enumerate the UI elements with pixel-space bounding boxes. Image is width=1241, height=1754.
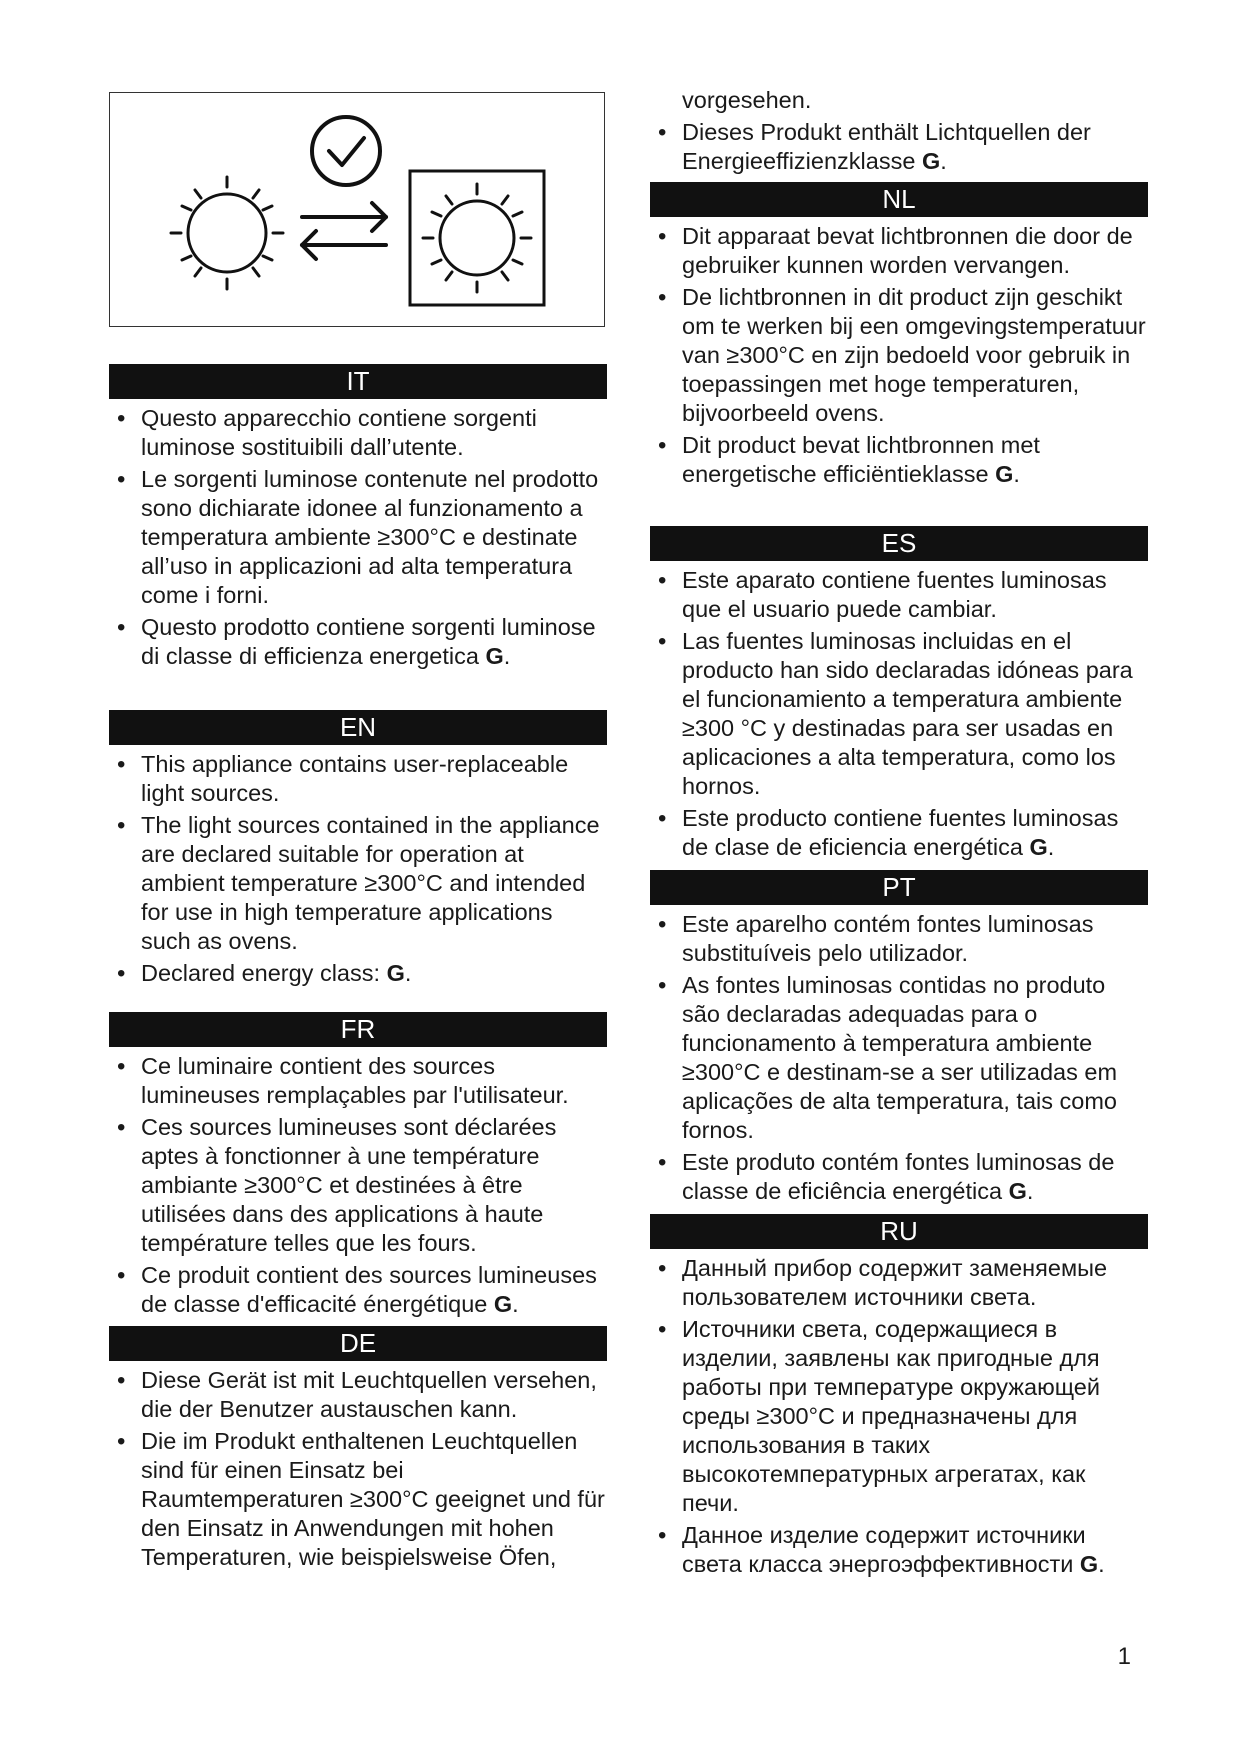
energy-class: G [386,960,405,986]
list-item: • Questo prodotto contiene sorgenti luminose di classe di efficienza energetica G. [109,613,607,671]
list-item: • Ce luminaire contient des sources lumineuses remplaçables par l'utilisateur. [109,1052,607,1110]
page-number: 1 [1117,1643,1131,1670]
replaceable-light-source-illustration [110,93,606,328]
section-header-ru: RU [650,1214,1148,1249]
section-list-it [109,404,607,674]
energy-class: G [493,1291,513,1317]
list-item: • Este producto contiene fuentes luminosas de clase de eficiencia energética G. [650,804,1148,862]
section-list-de [109,1366,607,1575]
list-item: • Dit product bevat lichtbronnen met energetische efficiëntieklasse G. [650,431,1148,489]
list-item: • Источники света, содержащиеся в изделии, заявлены как пригодные для работы при температуре окружающей среды ≥300°C и предназначены для использования в таких высокотемпературных агрегатах, как печи. [650,1315,1148,1518]
list-item: • De lichtbronnen in dit product zijn geschikt om te werken bij een omgevingstemperatuur van ≥300°C en zijn bedoeld voor gebruik in toepassingen met hoge temperaturen, bijvoorbeeld ovens. [650,283,1148,428]
energy-class: G [485,643,504,669]
list-item: • Ces sources lumineuses sont déclarées aptes à fonctionner à une température ambiante ≥300°C et destinées à être utilisées dans des applications à haute température telles que les fours. [109,1113,607,1258]
check-circle-icon [312,117,380,185]
list-item-continuation: vorgesehen. [682,87,812,113]
list-item: • Este aparato contiene fuentes luminosas que el usuario puede cambiar. [650,566,1148,624]
list-item: • Le sorgenti luminose contenute nel prodotto sono dichiarate idonee al funzionamento a temperatura ambiente ≥300°C e destinate all’uso in applicazioni ad alta temperatura come i forni. [109,465,607,610]
section-header-pt: PT [650,870,1148,905]
section-list-en [109,750,607,991]
list-item: • Ce produit contient des sources lumineuses de classe d'efficacité énergétique G. [109,1261,607,1319]
section-header-en: EN [109,710,607,745]
list-item: • Questo apparecchio contiene sorgenti luminose sostituibili dall’utente. [109,404,607,462]
list-item: • Este produto contém fontes luminosas de classe de eficiência energética G. [650,1148,1148,1206]
exchange-arrows-icon [302,203,386,259]
sun-icon [171,177,283,289]
section-header-fr: FR [109,1012,607,1047]
list-item: • Dit apparaat bevat lichtbronnen die door de gebruiker kunnen worden vervangen. [650,222,1148,280]
section-header-es: ES [650,526,1148,561]
section-header-de: DE [109,1326,607,1361]
section-list-fr [109,1052,607,1322]
list-item: • The light sources contained in the appliance are declared suitable for operation at ambient temperature ≥300°C and intended for use in high temperature applications such as ovens. [109,811,607,956]
list-item: • Declared energy class: G. [109,959,607,988]
list-item: • Данное изделие содержит источники света класса энергоэффективности G. [650,1521,1148,1579]
list-item: • Die im Produkt enthaltenen Leuchtquellen sind für einen Einsatz bei Raumtemperaturen ≥300°C geeignet und für den Einsatz in Anwendungen mit hohen Temperaturen, wie beispielsweise Öfen, [109,1427,607,1572]
list-item: • This appliance contains user-replaceable light sources. [109,750,607,808]
list-item: • Las fuentes luminosas incluidas en el producto han sido declaradas idóneas para el funcionamiento a temperatura ambiente ≥300 °C y destinadas para ser usadas en aplicaciones a alta temperatura, como los hornos. [650,627,1148,801]
list-item: • Данный прибор содержит заменяемые пользователем источники света. [650,1254,1148,1312]
section-header-it: IT [109,364,607,399]
energy-class: G [1079,1551,1099,1577]
energy-class: G [921,148,941,174]
section-list-de-continued [650,86,1148,179]
light-source-figure [109,92,605,327]
section-list-nl [650,222,1148,492]
sun-in-box-icon [410,171,544,305]
section-list-pt [650,910,1148,1209]
energy-class: G [995,461,1014,487]
section-header-nl: NL [650,182,1148,217]
list-item: • Diese Gerät ist mit Leuchtquellen versehen, die der Benutzer austauschen kann. [109,1366,607,1424]
list-item: • As fontes luminosas contidas no produto são declaradas adequadas para o funcionamento à temperatura ambiente ≥300°C e destinam-se a ser utilizadas em aplicações de alta temperatura, tais como fornos. [650,971,1148,1145]
list-item: • Este aparelho contém fontes luminosas substituíveis pelo utilizador. [650,910,1148,968]
section-list-es [650,566,1148,865]
section-list-ru [650,1254,1148,1582]
energy-class: G [1029,834,1048,860]
energy-class: G [1008,1178,1027,1204]
list-item: • Dieses Produkt enthält Lichtquellen der Energieeffizienzklasse G. [650,118,1148,176]
